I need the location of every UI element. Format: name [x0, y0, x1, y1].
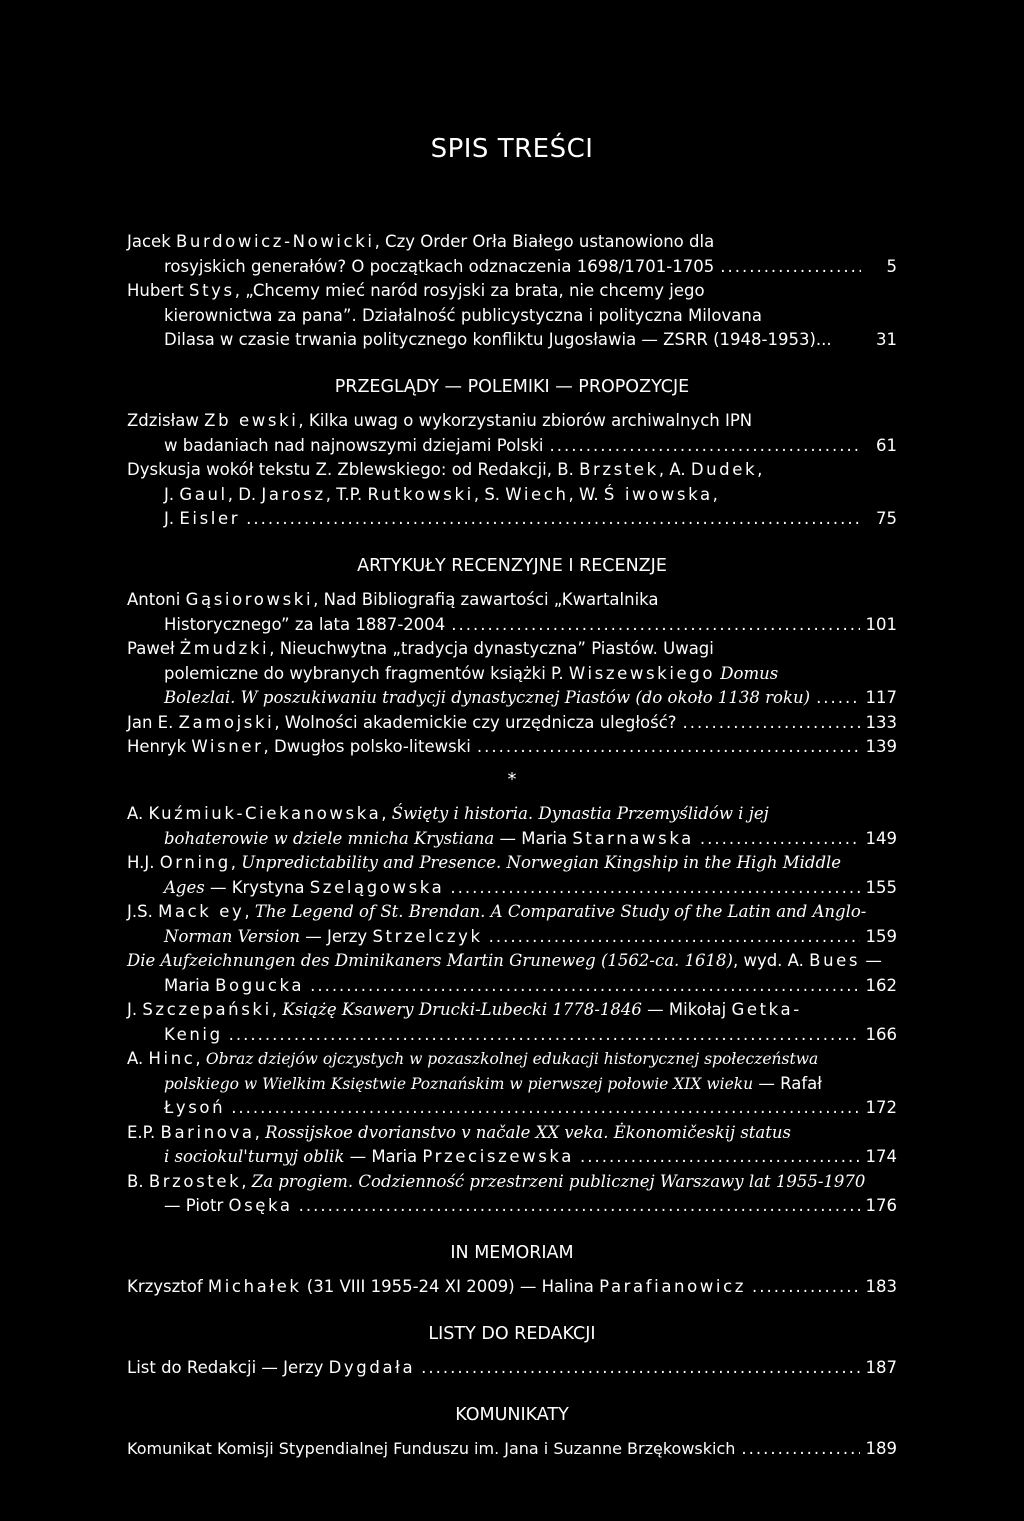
- toc-entry[interactable]: H.J. Orning, Unpredictability and Presence. Norwegian Kingship in the High Middle Ages — Krystyna Szelągowska ..... 155: [127, 851, 897, 900]
- author-name: Stys: [189, 281, 235, 300]
- dot-leader: [580, 1145, 860, 1170]
- section-heading: IN MEMORIAM: [450, 1242, 574, 1263]
- page-number: 117: [865, 688, 897, 707]
- page-number: 172: [865, 1098, 897, 1117]
- author-name: Gąsiorowski: [185, 590, 314, 609]
- toc-entry[interactable]: Zdzisław Zb ewski, Kilka uwag o wykorzystaniu zbiorów archiwalnych IPN w badaniach nad najnowszymi dziejami Polski ..... 61: [127, 409, 897, 458]
- section-heading: LISTY DO REDAKCJI: [428, 1323, 596, 1344]
- dot-leader: [451, 613, 859, 638]
- page-number: 139: [865, 737, 897, 756]
- dot-leader: [299, 1194, 860, 1219]
- dot-leader: [450, 876, 859, 901]
- toc-entry[interactable]: List do Redakcji — Jerzy Dygdała ..... 187: [127, 1356, 897, 1381]
- dot-leader: [752, 1275, 859, 1300]
- toc-entry[interactable]: E.P. Barinova, Rossijskoe dvorianstvo v načale XX veka. Ėkonomičeskij status i sociokul'turnyj oblik — Maria Przeciszewska ..... 174: [127, 1121, 897, 1170]
- author-name: Wisner: [191, 737, 264, 756]
- toc-entry[interactable]: Komunikat Komisji Stypendialnej Funduszu im. Jana i Suzanne Brzękowskich ..... 189: [127, 1437, 897, 1462]
- page-title: SPIS TREŚCI: [430, 134, 594, 164]
- dot-leader: [816, 686, 859, 711]
- dot-leader: [741, 1437, 859, 1462]
- toc-entry[interactable]: Jan E. Zamojski, Wolności akademickie czy urzędnicza uległość? ..... 133: [127, 711, 897, 736]
- page-number: 162: [865, 975, 897, 995]
- author-name: Zb ewski: [204, 411, 299, 430]
- dot-leader: [700, 827, 860, 852]
- author-name: Żmudzki: [179, 639, 270, 658]
- toc-entry[interactable]: Die Aufzeichnungen des Dminikaners Martin Gruneweg (1562-ca. 1618), wyd. A. Bues — Maria Bogucka ..... 162: [127, 949, 897, 998]
- dot-leader: [489, 925, 860, 950]
- dot-leader: [421, 1356, 859, 1381]
- toc-entry[interactable]: Antoni Gąsiorowski, Nad Bibliografią zawartości „Kwartalnika Historycznego” za lata 1887-2004 ..... 101: [127, 588, 897, 637]
- page-number: 101: [865, 614, 897, 634]
- dot-leader: [246, 507, 861, 532]
- section-heading: PRZEGLĄDY — POLEMIKI — PROPOZYCJE: [334, 376, 690, 397]
- table-of-contents: [127, 230, 897, 1462]
- toc-entry[interactable]: Dyskusja wokół tekstu Z. Zblewskiego: od Redakcji, B. Brzstek, A. Dudek, J. Gaul, D. Jarosz, T.P. Rutkowski, S. Wiech, W. Ś iwowska, J. Eisler ..... 75: [127, 458, 897, 532]
- section-heading: KOMUNIKATY: [455, 1404, 569, 1425]
- dot-leader: [310, 974, 859, 999]
- author-name: Burdowicz-Nowicki: [176, 232, 375, 251]
- toc-entry[interactable]: Paweł Żmudzki, Nieuchwytna „tradycja dynastyczna” Piastów. Uwagi polemiczne do wybranych fragmentów książki P. Wiszewskiego Domus Bolezlai. W poszukiwaniu tradycji dynastycznej Piastów (do około 1138 roku) ..... 117: [127, 637, 897, 711]
- page-number: 174: [865, 1147, 897, 1166]
- toc-entry[interactable]: Hubert Stys, „Chcemy mieć naród rosyjski za brata, nie chcemy jego kierownictwa za pana”. Działalność publicystyczna i polityczna Milovana Dilasa w czasie trwania politycznego konfliktu Jugosławia — ZSRR (1948-1953)... 31: [127, 279, 897, 353]
- page-number: 61: [876, 435, 897, 455]
- section-separator: *: [507, 768, 517, 790]
- section-heading: ARTYKUŁY RECENZYJNE I RECENZJE: [357, 555, 667, 576]
- toc-entry[interactable]: J.S. Mack ey, The Legend of St. Brendan. A Comparative Study of the Latin and Anglo- Norman Version — Jerzy Strzelczyk ..... 159: [127, 900, 897, 949]
- page-number: 133: [865, 712, 897, 732]
- page-number: 159: [865, 926, 897, 946]
- toc-entry[interactable]: A. Kuźmiuk-Ciekanowska, Święty i historia. Dynastia Przemyślidów i jej bohaterowie w dziele mnicha Krystiana — Maria Starnawska ..... 149: [127, 802, 897, 851]
- page-number: 5: [886, 256, 897, 276]
- dot-leader: [231, 1096, 859, 1121]
- page-number: 31: [876, 330, 897, 349]
- toc-entry[interactable]: Henryk Wisner, Dwugłos polsko-litewski ..... 139: [127, 735, 897, 760]
- toc-entry[interactable]: A. Hinc, Obraz dziejów ojczystych w pozaszkolnej edukacji historycznej społeczeństwa polskiego w Wielkim Księstwie Poznańskim w pierwszej połowie XIX wieku — Rafał Łysoń ..... 172: [127, 1047, 897, 1121]
- toc-entry[interactable]: Krzysztof Michałek (31 VIII 1955-24 XI 2009) — Halina Parafianowicz ..... 183: [127, 1275, 897, 1300]
- toc-entry[interactable]: Jacek Burdowicz-Nowicki, Czy Order Orła Białego ustanowiono dla rosyjskich generałów? O początkach odznaczenia 1698/1701-1705 ..... 5: [127, 230, 897, 279]
- dot-leader: [720, 255, 861, 280]
- page-number: 166: [865, 1024, 897, 1044]
- page-number: 155: [865, 877, 897, 897]
- page-number: 149: [865, 828, 897, 848]
- dot-leader: [683, 711, 860, 736]
- dot-leader: [550, 434, 862, 459]
- toc-entry[interactable]: B. Brzostek, Za progiem. Codzienność przestrzeni publicznej Warszawy lat 1955-1970 — Piotr Osęka ..... 176: [127, 1170, 897, 1219]
- page-number: 189: [865, 1439, 897, 1458]
- toc-entry[interactable]: J. Szczepański, Książę Ksawery Drucki-Lubecki 1778-1846 — Mikołaj Getka- Kenig ..... 166: [127, 998, 897, 1047]
- page-number: 183: [865, 1277, 897, 1296]
- page-number: 75: [876, 509, 897, 528]
- dot-leader: [477, 735, 860, 760]
- page-number: 176: [865, 1196, 897, 1215]
- author-name: Zamojski: [178, 712, 275, 732]
- page-number: 187: [865, 1358, 897, 1377]
- dot-leader: [229, 1023, 860, 1048]
